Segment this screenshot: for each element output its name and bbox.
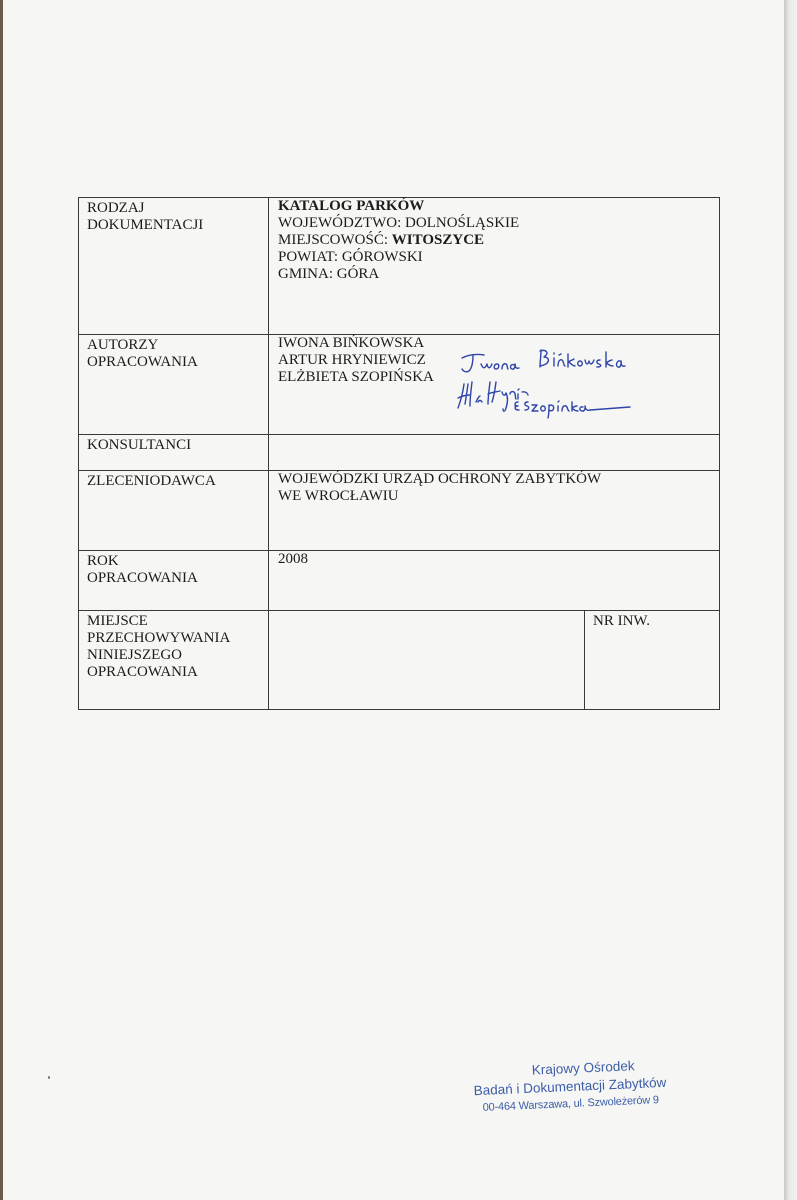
- page-edge-left: [0, 0, 3, 1200]
- table-row: [79, 611, 720, 710]
- author-name: ARTUR HRYNIEWICZ: [278, 352, 426, 368]
- stamp-line: 00-464 Warszawa, ul. Szwoleżerów 9: [482, 1094, 660, 1114]
- label-text: PRZECHOWYWANIA: [87, 630, 231, 646]
- label-cell: [79, 198, 269, 335]
- label-text: OPRACOWANIA: [87, 664, 198, 680]
- value-cell: [269, 551, 720, 611]
- locality-name: WITOSZYCE: [391, 232, 485, 248]
- value-cell-empty: [269, 435, 720, 471]
- author-name: IWONA BIŃKOWSKA: [278, 335, 425, 351]
- document-title: KATALOG PARKÓW: [278, 198, 425, 214]
- value-cell-split: [269, 611, 720, 710]
- label-text: AUTORZY: [87, 337, 159, 353]
- label-text: OPRACOWANIA: [87, 354, 198, 370]
- table-row: [79, 471, 720, 551]
- handwritten-signatures: [448, 344, 658, 420]
- documentation-record-table: [78, 197, 720, 710]
- district-text: POWIAT: GÓROWSKI: [278, 249, 423, 265]
- storage-split: [269, 611, 719, 709]
- label-text: DOKUMENTACJI: [87, 217, 204, 233]
- scan-speck: [48, 1076, 50, 1079]
- page-edge-right: [784, 0, 797, 1200]
- voivodeship-text: WOJEWÓDZTWO: DOLNOŚLĄSKIE: [278, 215, 520, 231]
- stamp-line: Krajowy Ośrodek: [531, 1058, 635, 1078]
- label-cell: [79, 611, 269, 710]
- commissioner-text: WE WROCŁAWIU: [278, 488, 399, 504]
- label-text: KONSULTANCI: [87, 437, 192, 453]
- commissioner-text: WOJEWÓDZKI URZĄD OCHRONY ZABYTKÓW: [278, 471, 602, 487]
- table-row: [79, 435, 720, 471]
- label-text: OPRACOWANIA: [87, 570, 198, 586]
- label-text: RODZAJ: [87, 200, 145, 216]
- locality-text: [278, 232, 719, 249]
- locality-prefix: MIEJSCOWOŚĆ:: [278, 232, 389, 248]
- label-text: ZLECENIODAWCA: [87, 473, 216, 489]
- storage-place-cell: [269, 611, 585, 709]
- stamp-line: Badań i Dokumentacji Zabytków: [473, 1074, 667, 1099]
- label-cell: [79, 335, 269, 435]
- label-text: MIEJSCE: [87, 613, 148, 629]
- commune-text: GMINA: GÓRA: [278, 266, 380, 282]
- table-row: [79, 198, 720, 335]
- value-cell: [269, 471, 720, 551]
- label-cell: [79, 471, 269, 551]
- value-cell: [269, 198, 720, 335]
- institution-stamp: [469, 1056, 671, 1117]
- inventory-cell: [585, 611, 719, 709]
- label-text: ROK: [87, 553, 119, 569]
- author-name: ELŻBIETA SZOPIŃSKA: [278, 369, 434, 385]
- year-text: 2008: [278, 551, 308, 567]
- inventory-label: NR INW.: [593, 613, 650, 629]
- table-row: [79, 551, 720, 611]
- label-text: NINIEJSZEGO: [87, 647, 182, 663]
- label-cell: [79, 435, 269, 471]
- label-cell: [79, 551, 269, 611]
